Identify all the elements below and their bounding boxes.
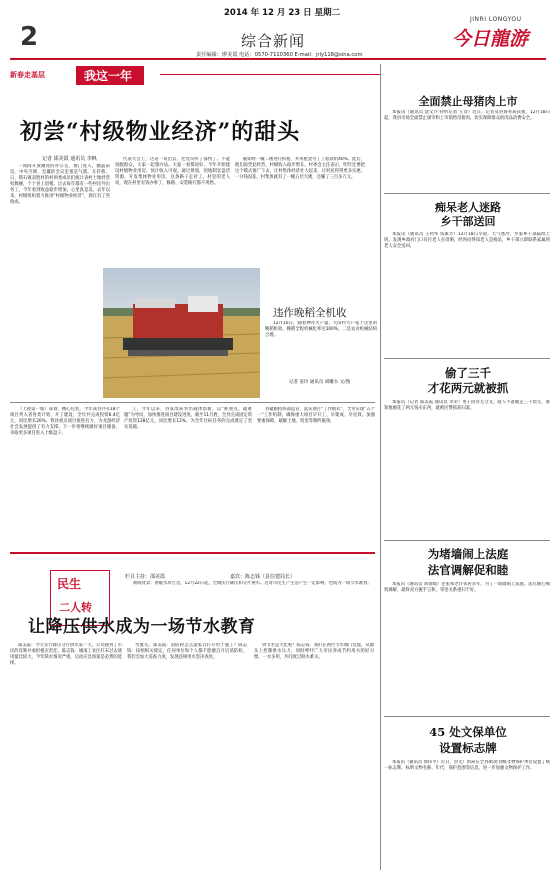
lower-col-3-text: 县紧跟指挥部监管，落实项目“工作模式”，全市实现“五个一”工作机制，确保重大项目早开工、早建成、早见效。加强要素保障，破解土地、资金等制约瓶颈。	[257, 407, 375, 424]
right-rule-1	[384, 193, 550, 194]
minsheng-col-1-text: 邵美霞：今天实行降压分片供水第一天，公司接到了市民的反映并承担相应责任。陈志钱：城南工业区红末过去使用量比较大，今年缺水情况严重，启动应急预案是必然的选择。	[10, 643, 122, 666]
minsheng-guest: 嘉宾：陈志钱（县住建局长）	[230, 574, 296, 580]
story-elder-sub: 乡干部送回	[440, 215, 496, 228]
story-elder-text	[384, 232, 550, 332]
kicker-tag: 我这一年	[76, 66, 144, 85]
lower-col-2-text: 工，今年以来，县发改局突出载体创新，以“抓重点，破难题”为导向，加快推进项目建设进度。截至11月底，全县完成固定资产投资128亿元，同比增长12%，为全年目标任务的完成奠定了坚实基础。	[124, 407, 252, 430]
minsheng-col-2-text: 水流失。邵美霞：消防栓怎么能私自打开用于施工？陈志钱：按照相关规定，任何单位和个人都不能擅自开启消防栓，我们会加大巡查力度，发现违规用水坚决查处。	[127, 643, 247, 660]
story-pig-text	[384, 110, 550, 190]
minsheng-col-3-text: 到节水是大化呢？陈志钱：我们在两台节水阀门装置，从源头上控制供水压力，同时呼吁广大市民养成节约用水的好习惯，一水多用，共同度过缺水难关。	[254, 643, 374, 660]
story-relic-title: 45 处文保单位	[429, 725, 507, 739]
minsheng-intro-text: 新闻背景：供暖水库告急，12月22日起，全城实行降压和分片供水。这对市民生产生活产生一定影响，也成为一场节水教育。	[133, 581, 372, 586]
machine-harvest-title: 违作晚稻全机收	[273, 307, 347, 319]
story-theft-title: 偷了三千	[445, 366, 491, 380]
story-relic-text	[384, 760, 550, 870]
kicker-label: 新春走基层	[10, 71, 45, 79]
page-number: 2	[20, 22, 39, 52]
story-wall-title: 为堵墙闹上法庭	[427, 547, 509, 561]
story-wall-text-p: 本报讯（通讯员 蒋灿灿）老张和老许邻居多年，为了一堵墙闹上法庭。法官耐心细致调解，最终双方握手言和，邻里关系重归于好。	[384, 582, 550, 593]
minsheng-col-2	[127, 643, 247, 868]
story-theft-text	[384, 400, 550, 530]
lower-col-1-text: （上接第一版）谋划、精心包装，今年我县共有18个项目列入省各类计划，开工建设，全年共完成投资6.4亿元，同比增长20%。我县重点项目推进有力，为龙游经济社会发展提供了有力支撑。下一步将继续做好项目储备，争取更多项目进入上级盘子。	[10, 407, 120, 436]
machine-harvest-text-p: 12月10日，随着神舟大产量，大田村大户基于这里的晚稻机收，晚稻全程机械化率达100%，二是农业机械结构合理。	[265, 321, 377, 338]
story-wall-text	[384, 582, 550, 702]
minsheng-title: 让降压供水成为一场节水教育	[28, 617, 256, 637]
minsheng-host: 栏目主持：邵美霞	[125, 574, 166, 580]
right-rule-3	[384, 540, 550, 541]
story-pig-text-p: 本报讯（通讯员 饶文兴 特约记者 王诗）近日，记者从县商务局获悉，12月18日起，我县市场全面禁止屠宰和上市销售母猪肉，切实保障群众的肉品消费安全。	[384, 110, 550, 121]
lower-col-2	[124, 407, 252, 547]
story-wall-sub: 法官调解促和睦	[427, 563, 509, 577]
brand-en: JINRI LONGYOU	[470, 16, 522, 23]
story-theft-text-p: 本报讯（记者 邵美霞 通讯员 李荣）男子因身无分文，趁人不备偷走三千余元，谁知他刚花了两元钱买东西，就被民警抓获归案。	[384, 400, 550, 411]
kicker-rule	[160, 74, 380, 75]
minsheng-col-1	[10, 643, 122, 868]
machine-harvest-box	[265, 305, 377, 397]
feature-byline: 记者 邵美霞 通讯员 李枫	[42, 156, 97, 162]
editor-line: 责任编辑：廖美霞 电话：0570-7110360 E-mail：jrly118@sina.com	[196, 52, 363, 58]
brand-logo: 今日龍游	[452, 28, 529, 50]
page-header	[0, 0, 556, 60]
machine-harvest-text	[265, 321, 377, 373]
feature-col-1	[10, 164, 110, 349]
lower-col-1	[10, 407, 120, 547]
lower-divider	[10, 402, 375, 403]
right-rule-2	[384, 358, 550, 359]
feature-col-3-text: 随即将一幢二楼进行拆租，并用租金付了工程款的40%。此后，他们再凭此经营，村级收入稳步增长。村委会主任表示，明年还要把这个模式推广下去，让村集体经济壮大起来，让村民得到更多实惠。一分钱没花，村集体就有了一幢五层大楼，还赚了三百多万元。	[235, 157, 365, 180]
lower-col-3	[257, 407, 375, 547]
story-pig-title: 全面禁止母猪肉上市	[418, 95, 518, 108]
minsheng-intro	[125, 581, 375, 605]
feature-col-2-text: 代表大会上，这话一说出去，老党员听了都愣了。不能说服群众，大家一起想办法。大家一看都说好，今年开始建设村级物业用房，预计收入可观。通过规划，因地制宜盘活资源，开发集体物业用房，这条路子走对了。村里的老人说，现在村里有钱办事了，修路、安装路灯都不用愁。	[115, 157, 230, 186]
minsheng-top-rule	[10, 552, 375, 554]
date-line: 2014 年 12 月 23 日 星期二	[224, 8, 341, 18]
story-elder-text-p: 本报讯（通讯员 王利华 钱素芳）12月18日早晨，天气寒冷，罗家乡干部陆续上班，发现乡政府门口有位老人在徘徊，经询问得知老人是痴呆，乡干部立即联系家属将老人安全送回。	[384, 232, 550, 249]
minsheng-badge-line1: 民生	[57, 577, 82, 591]
minsheng-badge-line2: 二人转	[59, 601, 92, 614]
column-divider	[380, 64, 381, 870]
feature-kicker	[10, 66, 380, 84]
harvest-photo	[103, 268, 260, 398]
feature-title: 初尝“村级物业经济”的甜头	[20, 119, 301, 145]
feature-col-3	[235, 157, 365, 272]
feature-col-1-text: 一间间开放敞亮的办公室，推门进入，幽晶彩电、中央空调、室藏的会议室很是气派。在阡桥，日，塔石镇双胜村的村两委成员们统计表村土地经营权数额，个个喜上眉梢。过去每年都有一些村民外出务工，今年看到收益稳步增加，心里真是美。去年以来，村级组织着力推进“村级物业经济”，现在有了些收成。	[10, 164, 110, 205]
header-rule	[10, 58, 546, 60]
story-relic-sub: 设置标志牌	[439, 741, 497, 755]
right-rule-4	[384, 716, 550, 717]
machine-harvest-byline: 记者 姜玲 通讯员 胡雕水 文/图	[289, 380, 351, 385]
story-elder-title: 痴呆老人迷路	[435, 201, 501, 214]
minsheng-col-3	[254, 643, 374, 868]
story-relic-text-p: 本报讯（通讯员 郭伟平）近日，县文广新局在全县45处县级文物保护单位设置了统一标志牌，标明文物名称、年代、保护范围等信息，进一步加强文物保护工作。	[384, 760, 550, 771]
story-theft-sub: 才花两元就被抓	[427, 381, 509, 395]
section-title: 综合新闻	[241, 32, 306, 50]
